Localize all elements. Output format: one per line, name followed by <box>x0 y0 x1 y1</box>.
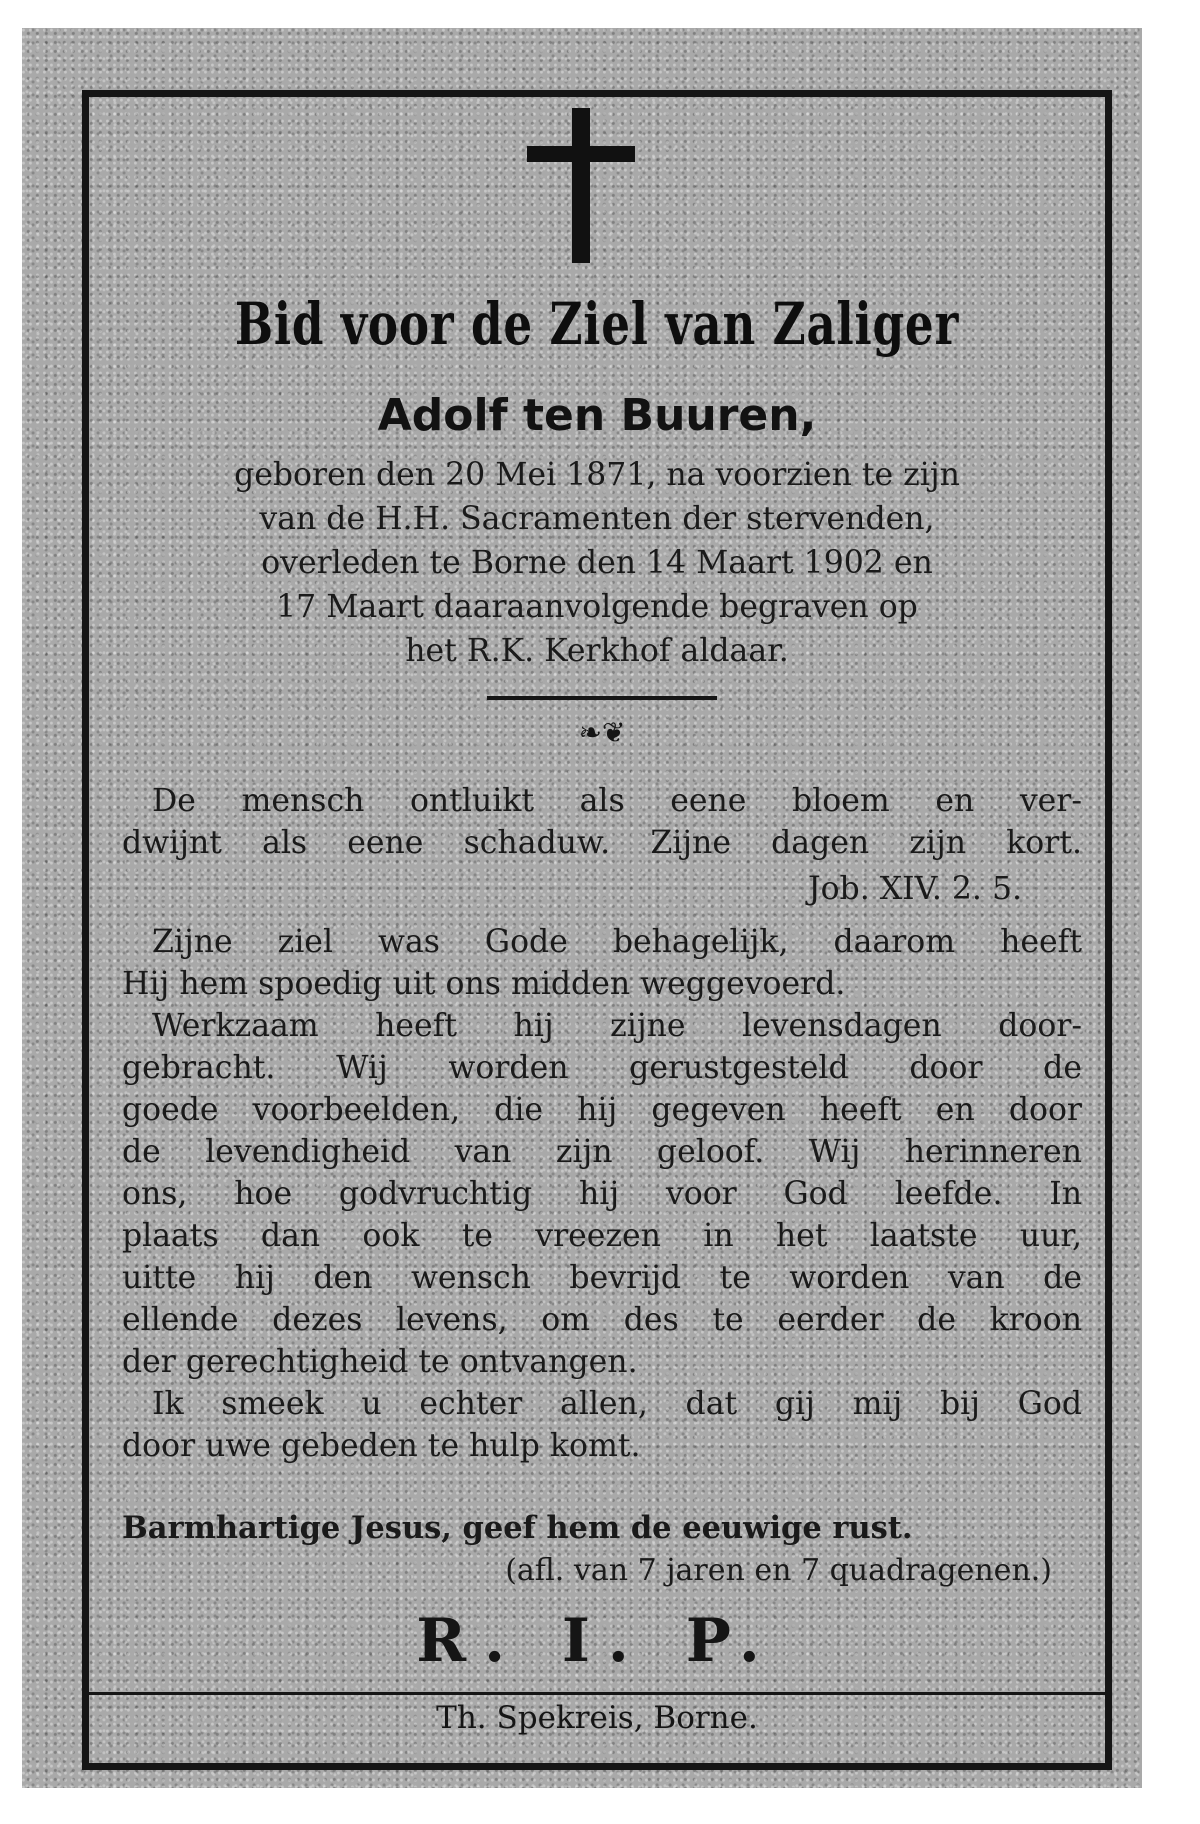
card-heading: Bid voor de Ziel van Zaliger <box>234 290 960 358</box>
body-line: plaats dan ook te vreezen in het laatste uur, <box>122 1218 1082 1254</box>
body-line: Hij hem spoedig uit ons midden weggevoerd. <box>122 966 846 1002</box>
scripture-line: dwijnt als eene schaduw. Zijne dagen zijn kort. <box>122 825 1082 861</box>
memorial-card <box>22 28 1142 1788</box>
closing-prayer: Barmhartige Jesus, geef hem de eeuwige rust. <box>122 1510 913 1546</box>
bio-line: van de H.H. Sacramenten der stervenden, <box>259 501 935 537</box>
body-line: ons, hoe godvruchtig hij voor God leefde. In <box>122 1176 1082 1212</box>
biography <box>82 453 1112 673</box>
body-line: Werkzaam heeft hij zijne levensdagen door- <box>152 1008 1082 1044</box>
floral-ornament-icon: ❧❦ <box>578 716 626 749</box>
body-line: uitte hij den wensch bevrijd te worden van de <box>122 1260 1082 1296</box>
scripture-line: De mensch ontluikt als eene bloem en ver- <box>152 783 1082 819</box>
rip-monogram: R. I. P. <box>416 1606 778 1676</box>
bio-line: overleden te Borne den 14 Maart 1902 en <box>261 545 933 581</box>
body-line: Zijne ziel was Gode behagelijk, daarom heeft <box>152 924 1082 960</box>
body-line: Ik smeek u echter allen, dat gij mij bij God <box>152 1386 1082 1422</box>
bio-line: geboren den 20 Mei 1871, na voorzien te zijn <box>234 457 960 493</box>
body-line: goede voorbeelden, die hij gegeven heeft en door <box>122 1092 1082 1128</box>
footer-rule <box>89 1692 1105 1695</box>
scripture-quote <box>122 780 1082 864</box>
body-line: de levendigheid van zijn geloof. Wij herinneren <box>122 1134 1082 1170</box>
bio-line: 17 Maart daaraanvolgende begraven op <box>276 589 918 625</box>
scripture-reference: Job. XIV. 2. 5. <box>807 871 1022 907</box>
body-line: door uwe gebeden te hulp komt. <box>122 1428 641 1464</box>
indulgence-note: (afl. van 7 jaren en 7 quadragenen.) <box>505 1553 1052 1588</box>
body-text <box>122 921 1082 1467</box>
cross-icon <box>527 108 637 268</box>
body-line: der gerechtigheid te ontvangen. <box>122 1344 638 1380</box>
printer-credit: Th. Spekreis, Borne. <box>436 1700 758 1736</box>
body-line: ellende dezes levens, om des te eerder de kroon <box>122 1302 1082 1338</box>
bio-line: het R.K. Kerkhof aldaar. <box>405 633 789 669</box>
body-line: gebracht. Wij worden gerustgesteld door de <box>122 1050 1082 1086</box>
deceased-name: Adolf ten Buuren, <box>377 390 817 441</box>
section-divider <box>487 696 717 700</box>
